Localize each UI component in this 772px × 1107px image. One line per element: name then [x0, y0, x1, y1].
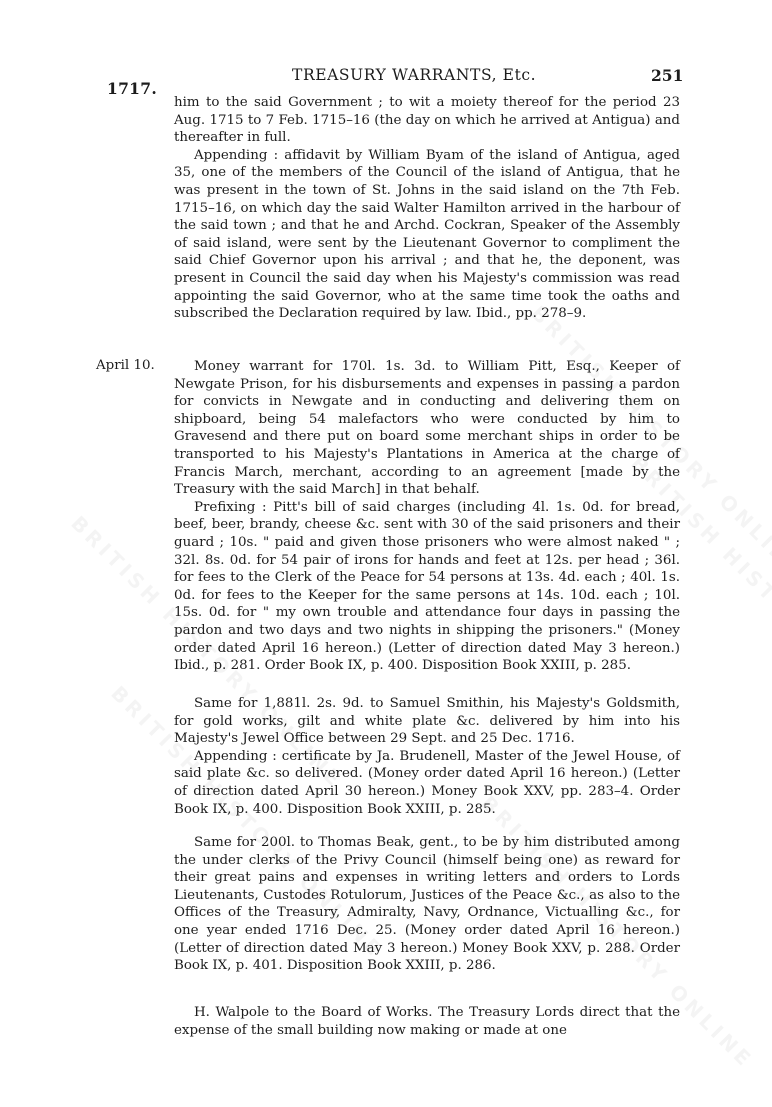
entry-paragraph: Same for 1,881l. 2s. 9d. to Samuel Smithin, his Majesty's Goldsmith, for gold works, gilt and white plate &c. delivered by him into his Majesty's Jewel Office between 29 Sept. and 25 Dec. 1716. [174, 696, 680, 747]
running-title: TREASURY WARRANTS, Etc. [292, 66, 537, 84]
entry-privy-council [174, 834, 680, 975]
entry-prefixing-paragraph: Prefixing : Pitt's bill of said charges (including 4l. 1s. 0d. for bread, beef, beer, brandy, cheese &c. sent with 30 of the said prisoners and their guard ; 10s. " paid and given those prisoners who were almost naked " ; 32l. 8s. 0d. for 54 pair of irons for hands and feet at 12s. per head ; 36l. for fees to the Clerk of the Peace for 54 persons at 13s. 4d. each ; 40l. 1s. 0d. for fees to the Keeper for the same persons at 14s. 10d. each ; 10l. 15s. 0d. for " my own trouble and attendance four days in passing the pardon and two days and two nights in shipping the prisoners." (Money order dated April 16 hereon.) (Letter of direction dated May 3 hereon.) Ibid., p. 281. Order Book IX, p. 400. Disposition Book XXIII, p. 285. [174, 499, 680, 674]
header-year: 1717. [107, 79, 158, 98]
entry-paragraph: H. Walpole to the Board of Works. The Treasury Lords direct that the expense of the small building now making or made at one [174, 1005, 680, 1038]
page-number: 251 [651, 66, 684, 85]
entry-paragraph: Same for 200l. to Thomas Beak, gent., to be by him distributed among the under clerks of the Privy Council (himself being one) as reward for their great pains and expenses in writing letters and orders to Lords Lieutenants, Custodes Rotulorum, Justices of the Peace &c., as also to the Offices of the Treasury, Admiralty, Navy, Ordnance, Victualling &c., for one year ended 1716 Dec. 25. (Money order dated April 16 hereon.) (Letter of direction dated May 3 hereon.) Money Book XXV, p. 288. Order Book IX, p. 401. Disposition Book XXIII, p. 286. [174, 835, 680, 974]
entry-paragraph: Money warrant for 170l. 1s. 3d. to William Pitt, Esq., Keeper of Newgate Prison, for his disbursements and expenses in passing a pardon for convicts in Newgate and in conducting and delivering them on shipboard, being 54 malefactors who were conducted by him to Gravesend and there put on board some merchant ships in order to be transported to his Majesty's Plantations in America at the charge of Francis March, merchant, according to an agreement [made by the Treasury with the said March] in that behalf. [174, 359, 680, 498]
entry-board-of-works [174, 1004, 680, 1039]
entry-goldsmith [174, 695, 680, 818]
margin-date: April 10. [96, 358, 155, 373]
entry-appending-paragraph: Appending : certificate by Ja. Brudenell, Master of the Jewel House, of said plate &c. so delivered. (Money order dated April 16 hereon.) (Letter of direction dated April 30 hereon.) Money Book XXV, pp. 283–4. Order Book IX, p. 400. Disposition Book XXIII, p. 285. [174, 748, 680, 817]
entry-paragraph: him to the said Government ; to wit a moiety thereof for the period 23 Aug. 1715 to 7 Feb. 1715–16 (the day on which he arrived at Antigua) and thereafter in full. [174, 95, 680, 146]
entry-appending-paragraph: Appending : affidavit by William Byam of the island of Antigua, aged 35, one of the members of the Council of the island of Antigua, that he was present in the town of St. Johns in the said island on the 7th Feb. 1715–16, on which day the said Walter Hamilton arrived in the harbour of the said town ; and that he and Archd. Cockran, Speaker of the Assembly of said island, were sent by the Lieutenant Governor to compliment the said Chief Governor upon his arrival ; and that he, the deponent, was present in Council the said day when his Majesty's commission was read appointing the said Governor, who at the same time took the oaths and subscribed the Declaration required by law. Ibid., pp. 278–9. [174, 147, 680, 322]
entry-continuation [174, 94, 680, 323]
entry-money-warrant [174, 358, 680, 675]
